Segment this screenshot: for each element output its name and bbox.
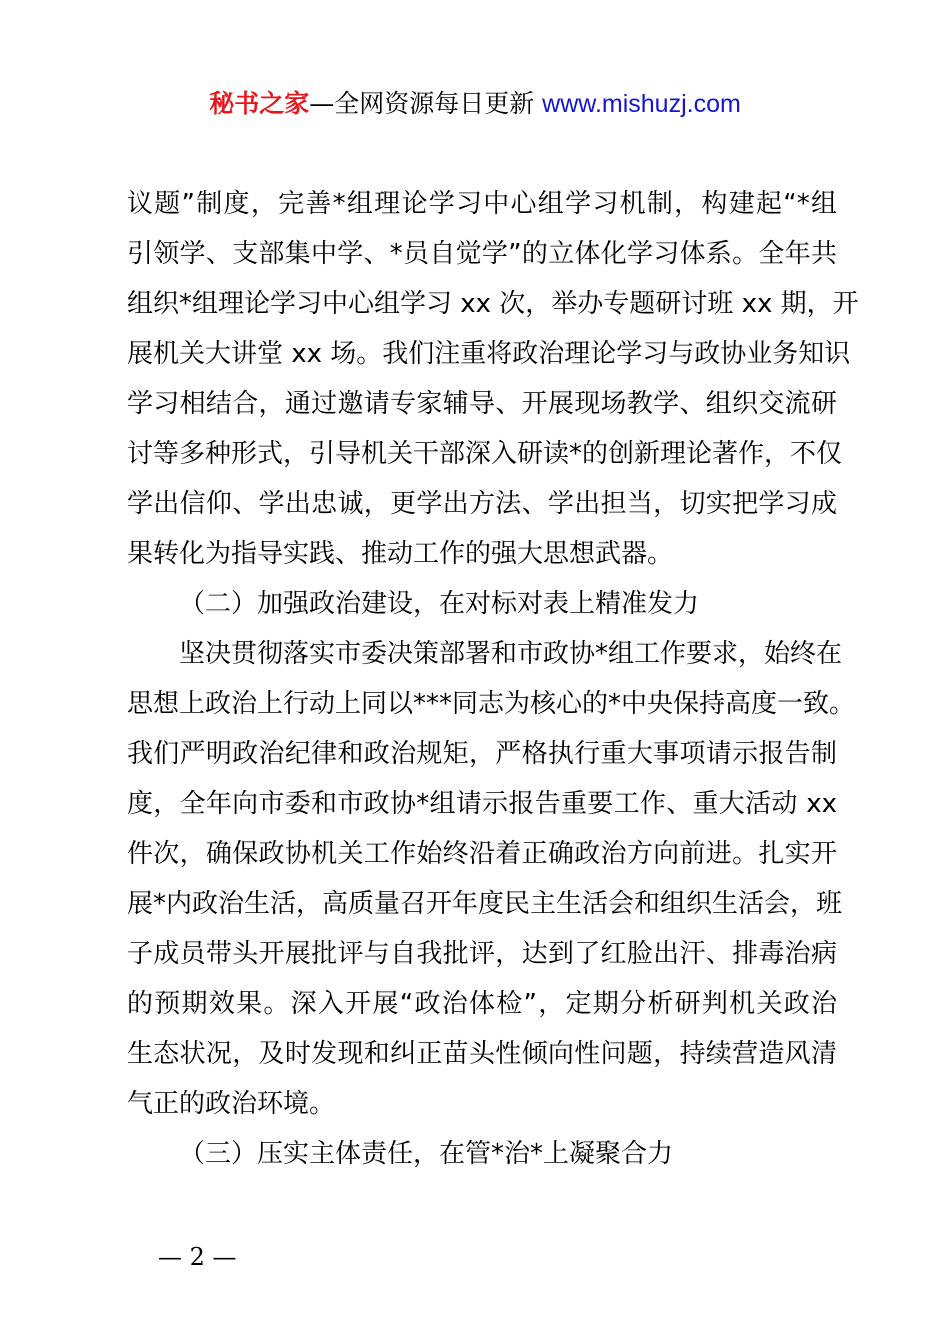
text-line: 引领学、支部集中学、*员自觉学”的立体化学习体系。全年共 bbox=[127, 239, 837, 269]
site-banner bbox=[0, 86, 950, 122]
text-line: 讨等多种形式，引导机关干部深入研读*的创新理论著作，不仅 bbox=[127, 439, 843, 469]
text-line: 学出信仰、学出忠诚，更学出方法、学出担当，切实把学习成 bbox=[127, 489, 837, 519]
section-heading: （二）加强政治建设，在对标对表上精准发力 bbox=[179, 589, 700, 619]
text-line: 件次，确保政协机关工作始终沿着正确政治方向前进。扎实开 bbox=[127, 839, 837, 869]
text-line: 议题”制度，完善*组理论学习中心组学习机制，构建起“*组 bbox=[127, 189, 837, 219]
text-line: 展机关大讲堂 xx 场。我们注重将政治理论学习与政协业务知识 bbox=[127, 339, 851, 369]
banner-brand: 秘书之家 bbox=[209, 89, 310, 118]
text-line: 我们严明政治纪律和政治规矩，严格执行重大事项请示报告制 bbox=[127, 739, 837, 769]
text-line: 思想上政治上行动上同以***同志为核心的*中央保持高度一致。 bbox=[127, 689, 856, 719]
text-line: 组织*组理论学习中心组学习 xx 次，举办专题研讨班 xx 期，开 bbox=[127, 289, 859, 319]
document-body bbox=[127, 182, 859, 1182]
text-line: 生态状况，及时发现和纠正苗头性倾向性问题，持续营造风清 bbox=[127, 1039, 837, 1069]
text-line: 的预期效果。深入开展“政治体检”，定期分析研判机关政治 bbox=[127, 989, 837, 1019]
text-line: 学习相结合，通过邀请专家辅导、开展现场教学、组织交流研 bbox=[127, 389, 837, 419]
banner-tagline: —全网资源每日更新 bbox=[309, 89, 543, 118]
text-line: 展*内政治生活，高质量召开年度民主生活会和组织生活会，班 bbox=[127, 889, 843, 919]
page-number: — 2 — bbox=[158, 1243, 237, 1271]
text-line: 坚决贯彻落实市委决策部署和市政协*组工作要求，始终在 bbox=[179, 639, 843, 669]
text-line: 气正的政治环境。 bbox=[127, 1089, 336, 1119]
section-heading: （三）压实主体责任，在管*治*上凝聚合力 bbox=[179, 1139, 674, 1169]
text-line: 子成员带头开展批评与自我批评，达到了红脸出汗、排毒治病 bbox=[127, 939, 837, 969]
text-line: 果转化为指导实践、推动工作的强大思想武器。 bbox=[127, 539, 674, 569]
text-line: 度，全年向市委和市政协*组请示报告重要工作、重大活动 xx bbox=[127, 789, 837, 819]
banner-url-link[interactable]: www.mishuzj.com bbox=[542, 90, 741, 118]
